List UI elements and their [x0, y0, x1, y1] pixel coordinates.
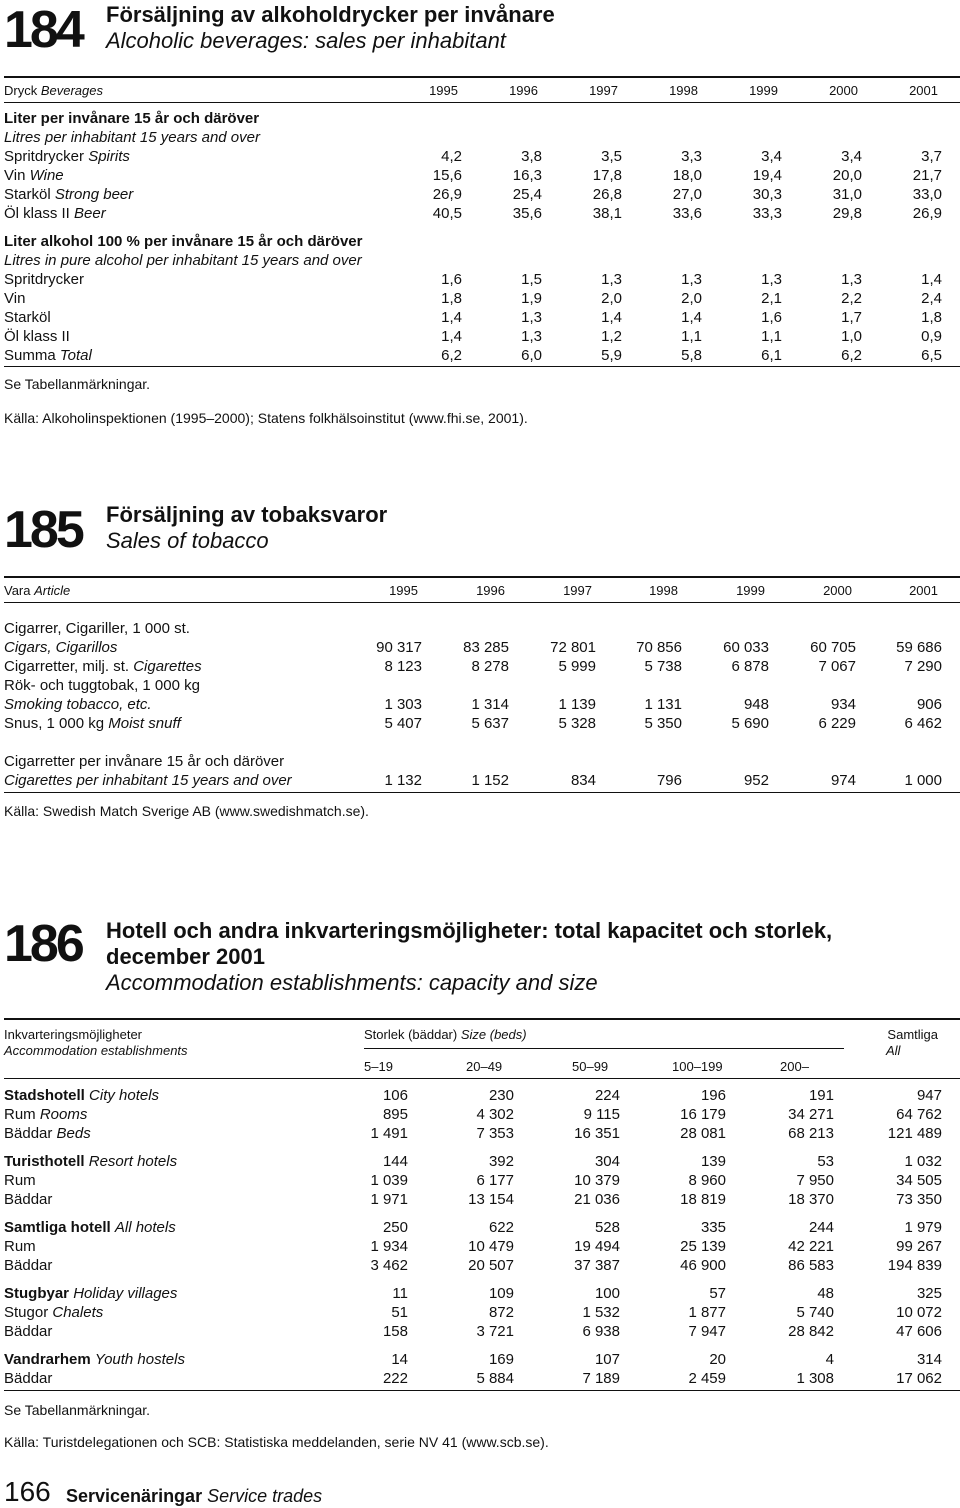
- table-cell: 59 686: [896, 639, 942, 656]
- table-cell: 26,9: [432, 186, 462, 203]
- table-number: 184: [4, 1, 82, 59]
- table-cell: 1,2: [601, 328, 622, 345]
- row-label: Starköl: [4, 309, 51, 326]
- table-cell: 8 960: [688, 1172, 726, 1189]
- table-cell: 6,0: [521, 347, 542, 364]
- table-row: [4, 1303, 960, 1322]
- table-cell: 196: [700, 1087, 726, 1104]
- table-cell: 17 062: [896, 1370, 942, 1387]
- table-row: Smoking tobacco, etc. 1 303 1 314 1 139 1 131 948 934 906: [4, 696, 942, 713]
- year-header: 1996: [476, 583, 505, 598]
- table-cell: 106: [382, 1087, 408, 1104]
- table-cell: 11: [392, 1285, 408, 1302]
- table-cell: 16 351: [574, 1125, 620, 1142]
- table-cell: 1 971: [370, 1191, 408, 1208]
- table-cell: 20,0: [832, 167, 862, 184]
- table-cell: 1 532: [582, 1304, 620, 1321]
- table-cell: 7 290: [904, 658, 942, 675]
- table-cell: 872: [488, 1304, 514, 1321]
- table-cell: 1 314: [471, 696, 509, 713]
- table-row: Cigarretter, milj. st. Cigarettes 8 123 8 278 5 999 5 738 6 878 7 067 7 290: [4, 658, 942, 675]
- section-heading: Liter alkohol 100 % per invånare 15 år och däröver: [4, 233, 363, 250]
- table-cell: 1,4: [441, 328, 462, 345]
- table-cell: 144: [382, 1153, 408, 1170]
- table-cell: 934: [830, 696, 856, 713]
- table-cell: 5 740: [796, 1304, 834, 1321]
- row-label: Rum: [4, 1238, 36, 1255]
- table-cell: 20 507: [468, 1257, 514, 1274]
- row-label: Rum Rooms: [4, 1106, 88, 1123]
- table-cell: 3,4: [841, 148, 862, 165]
- year-header: 2000: [823, 583, 852, 598]
- table-title-en: Accommodation establishments: capacity and size: [106, 970, 598, 995]
- table-cell: 5 350: [644, 715, 682, 732]
- table-cell: 70 856: [636, 639, 682, 656]
- size-rule: [364, 1048, 844, 1049]
- footer-section: Servicenäringar Service trades: [66, 1486, 323, 1506]
- table-cell: 6,2: [441, 347, 462, 364]
- table-cell: 3,4: [761, 148, 782, 165]
- table-cell: 2,0: [601, 290, 622, 307]
- table-cell: 18 370: [788, 1191, 834, 1208]
- row-label: Stugbyar Holiday villages: [4, 1285, 178, 1302]
- row-label: Summa Total: [4, 347, 92, 364]
- table-cell: 9 115: [583, 1106, 620, 1123]
- header-rule: [4, 1078, 960, 1079]
- table-row: [4, 346, 960, 365]
- table-cell: 1 934: [370, 1238, 408, 1255]
- table-row: [4, 308, 960, 327]
- table-row: Snus, 1 000 kg Moist snuff 5 407 5 637 5 328 5 350 5 690 6 229 6 462: [4, 715, 942, 732]
- table-cell: 60 705: [810, 639, 856, 656]
- year-header: 1997: [589, 83, 618, 98]
- table-cell: 20: [709, 1351, 726, 1368]
- table-cell: 28 081: [680, 1125, 726, 1142]
- table-cell: 42 221: [788, 1238, 834, 1255]
- table-cell: 33,0: [912, 186, 942, 203]
- year-header: 1999: [736, 583, 765, 598]
- table-cell: 1,6: [441, 271, 462, 288]
- table-cell: 5 407: [384, 715, 422, 732]
- table-row: [4, 1190, 960, 1209]
- table-cell: 10 379: [574, 1172, 620, 1189]
- table-cell: 7 067: [818, 658, 856, 675]
- table-cell: 947: [916, 1087, 942, 1104]
- table-row: [4, 1322, 960, 1341]
- table-cell: 250: [382, 1219, 408, 1236]
- table-cell: 1,4: [921, 271, 942, 288]
- table-cell: 6 177: [476, 1172, 514, 1189]
- year-header: 1998: [669, 83, 698, 98]
- table-row: [4, 1171, 960, 1190]
- table-cell: 224: [594, 1087, 620, 1104]
- row-label: Vin Wine: [4, 167, 64, 184]
- table-note: Se Tabellanmärkningar.: [4, 376, 151, 392]
- table-row: [4, 1124, 960, 1143]
- table-cell: 139: [700, 1153, 726, 1170]
- row-label: Vin: [4, 290, 26, 307]
- table-cell: 19,4: [752, 167, 782, 184]
- table-cell: 528: [594, 1219, 620, 1236]
- table-cell: 21,7: [912, 167, 942, 184]
- table-cell: 6 878: [731, 658, 769, 675]
- table-row: [4, 1086, 960, 1105]
- table-row: [4, 270, 960, 289]
- table-title-sv: Försäljning av alkoholdrycker per invånare: [106, 2, 555, 27]
- table-cell: 57: [709, 1285, 726, 1302]
- table-cell: 1,3: [601, 271, 622, 288]
- table-row: [4, 185, 960, 204]
- table-cell: 1,6: [761, 309, 782, 326]
- year-header: 2001: [909, 583, 938, 598]
- year-header: 1996: [509, 83, 538, 98]
- table-cell: 4: [825, 1351, 834, 1368]
- table-cell: 1 032: [904, 1153, 942, 1170]
- table-cell: 3,3: [681, 148, 702, 165]
- table-cell: 304: [594, 1153, 620, 1170]
- table-cell: 7 950: [796, 1172, 834, 1189]
- table-cell: 895: [382, 1106, 408, 1123]
- page-number: 166: [4, 1476, 51, 1507]
- table-row: [4, 1369, 960, 1388]
- table-row: [4, 289, 960, 308]
- table-cell: 1,9: [521, 290, 542, 307]
- table-bottom-rule: [4, 792, 960, 793]
- table-cell: 30,3: [752, 186, 782, 203]
- table-cell: 46 900: [680, 1257, 726, 1274]
- table-cell: 335: [700, 1219, 726, 1236]
- table-cell: 3,5: [601, 148, 622, 165]
- table-cell: 1,5: [521, 271, 542, 288]
- row-label: Bäddar: [4, 1257, 53, 1274]
- table-cell: 107: [594, 1351, 620, 1368]
- year-header: 1999: [749, 83, 778, 98]
- year-header: 1995: [389, 583, 418, 598]
- row-label: Vandrarhem Youth hostels: [4, 1351, 185, 1368]
- table-cell: 26,8: [592, 186, 622, 203]
- table-cell: 191: [808, 1087, 834, 1104]
- table-cell: 73 350: [896, 1191, 942, 1208]
- table-cell: 29,8: [832, 205, 862, 222]
- row-label: Stadshotell City hotels: [4, 1087, 160, 1104]
- row-label: Spritdrycker: [4, 271, 85, 288]
- table-source: Källa: Alkoholinspektionen (1995–2000); Statens folkhälsoinstitut (www.fhi.se, 2001).: [4, 410, 528, 426]
- table-cell: 5,8: [681, 347, 702, 364]
- row-label: Bäddar: [4, 1370, 53, 1387]
- table-cell: 1,3: [521, 309, 542, 326]
- table-cell: 1,8: [921, 309, 942, 326]
- header-rule: [4, 102, 960, 103]
- table-row: Cigarettes per inhabitant 15 years and over 1 132 1 152 834 796 952 974 1 000: [4, 772, 942, 789]
- table-title-sv-line2: december 2001: [106, 944, 265, 969]
- year-header: 2000: [829, 83, 858, 98]
- table-cell: 25,4: [512, 186, 542, 203]
- table-cell: 47 606: [896, 1323, 942, 1340]
- table-cell: 1 000: [904, 772, 942, 789]
- table-cell: 1 152: [471, 772, 509, 789]
- table-row: [4, 327, 960, 346]
- table-number: 186: [4, 915, 82, 973]
- table-row: [4, 1237, 960, 1256]
- table-cell: 16,3: [512, 167, 542, 184]
- table-title-en: Alcoholic beverages: sales per inhabitant: [106, 28, 506, 53]
- table-row: [4, 166, 960, 185]
- table-cell: 64 762: [896, 1106, 942, 1123]
- table-cell: 1 139: [558, 696, 596, 713]
- table-cell: 5,9: [601, 347, 622, 364]
- table-cell: 948: [743, 696, 769, 713]
- table-cell: 1 979: [904, 1219, 942, 1236]
- table-cell: 21 036: [574, 1191, 620, 1208]
- table-cell: 834: [570, 772, 596, 789]
- table-cell: 1,3: [841, 271, 862, 288]
- table-cell: 14: [391, 1351, 408, 1368]
- table-cell: 4,2: [441, 148, 462, 165]
- table-cell: 244: [808, 1219, 834, 1236]
- table-cell: 7 947: [688, 1323, 726, 1340]
- table-number: 185: [4, 501, 82, 559]
- row-label: Bäddar: [4, 1323, 53, 1340]
- table-row: [4, 1152, 960, 1171]
- table-cell: 100: [594, 1285, 620, 1302]
- table-cell: 10 072: [896, 1304, 942, 1321]
- row-label: Rök- och tuggtobak, 1 000 kg: [4, 677, 200, 694]
- table-cell: 6 462: [904, 715, 942, 732]
- table-cell: 26,9: [912, 205, 942, 222]
- header-label: Dryck Beverages: [4, 83, 103, 98]
- table-top-rule: [4, 76, 960, 78]
- table-cell: 33,6: [672, 205, 702, 222]
- table-cell: 7 189: [582, 1370, 620, 1387]
- row-label: Rum: [4, 1172, 36, 1189]
- table-cell: 1 132: [384, 772, 422, 789]
- row-label: Bäddar Beds: [4, 1125, 91, 1142]
- table-cell: 37 387: [574, 1257, 620, 1274]
- table-cell: 40,5: [432, 205, 462, 222]
- table-header-en: Accommodation establishments All: [4, 1043, 901, 1058]
- table-cell: 2,2: [841, 290, 862, 307]
- table-cell: 38,1: [592, 205, 622, 222]
- year-header: 2001: [909, 83, 938, 98]
- table-cell: 1 303: [384, 696, 422, 713]
- table-cell: 7 353: [476, 1125, 514, 1142]
- year-header: 1995: [429, 83, 458, 98]
- table-cell: 169: [488, 1351, 514, 1368]
- table-cell: 194 839: [887, 1257, 942, 1274]
- table-cell: 6 229: [818, 715, 856, 732]
- table-cell: 51: [391, 1304, 408, 1321]
- table-cell: 1,4: [681, 309, 702, 326]
- table-cell: 158: [382, 1323, 408, 1340]
- table-row: [4, 1256, 960, 1275]
- table-cell: 109: [488, 1285, 514, 1302]
- table-cell: 2 459: [688, 1370, 726, 1387]
- table-row: [4, 147, 960, 166]
- table-header: [4, 581, 960, 600]
- table-cell: 2,4: [921, 290, 942, 307]
- table-cell: 0,9: [921, 328, 942, 345]
- row-label: Turisthotell Resort hotels: [4, 1153, 178, 1170]
- table-cell: 121 489: [887, 1125, 942, 1142]
- section-heading: Liter per invånare 15 år och däröver: [4, 110, 260, 127]
- table-cell: 1 491: [370, 1125, 408, 1142]
- table-cell: 796: [656, 772, 682, 789]
- table-bottom-rule: [4, 1390, 960, 1391]
- table-cell: 1,3: [681, 271, 702, 288]
- table-cell: 18,0: [672, 167, 702, 184]
- table-cell: 5 637: [471, 715, 509, 732]
- table-header: Inkvarteringsmöjligheter Storlek (bäddar) Size (beds) Samtliga: [4, 1027, 938, 1042]
- row-label: Bäddar: [4, 1191, 53, 1208]
- table-title-en: Sales of tobacco: [106, 528, 269, 553]
- table-cell: 5 738: [644, 658, 682, 675]
- row-label: Stugor Chalets: [4, 1304, 104, 1321]
- table-source: Källa: Turistdelegationen och SCB: Statistiska meddelanden, serie NV 41 (www.scb.se).: [4, 1434, 549, 1450]
- table-cell: 5 884: [476, 1370, 514, 1387]
- table-row: [4, 1105, 960, 1124]
- table-cell: 10 479: [468, 1238, 514, 1255]
- table-row: [4, 1284, 960, 1303]
- table-cell: 2,1: [761, 290, 782, 307]
- table-cell: 1,3: [521, 328, 542, 345]
- table-cell: 1 039: [370, 1172, 408, 1189]
- section-heading-en: Litres in pure alcohol per inhabitant 15 years and over: [4, 252, 362, 269]
- table-cell: 392: [488, 1153, 514, 1170]
- table-cell: 8 278: [471, 658, 509, 675]
- table-cell: 60 033: [723, 639, 769, 656]
- table-cell: 31,0: [832, 186, 862, 203]
- table-cell: 906: [916, 696, 942, 713]
- table-row: [4, 1350, 960, 1369]
- row-label: Starköl Strong beer: [4, 186, 134, 203]
- table-cell: 17,8: [592, 167, 622, 184]
- table-cell: 48: [817, 1285, 834, 1302]
- section-heading-en: Litres per inhabitant 15 years and over: [4, 129, 260, 146]
- table-cell: 222: [382, 1370, 408, 1387]
- table-cell: 6,2: [841, 347, 862, 364]
- table-cell: 1,3: [761, 271, 782, 288]
- table-cell: 2,0: [681, 290, 702, 307]
- table-cell: 34 505: [896, 1172, 942, 1189]
- row-label: Cigarrer, Cigariller, 1 000 st.: [4, 620, 190, 637]
- table-cell: 325: [916, 1285, 942, 1302]
- table-cell: 1,4: [601, 309, 622, 326]
- table-cell: 3 462: [370, 1257, 408, 1274]
- table-cell: 19 494: [574, 1238, 620, 1255]
- table-cell: 68 213: [788, 1125, 834, 1142]
- table-title-sv: Försäljning av tobaksvaror: [106, 502, 388, 527]
- table-cell: 314: [916, 1351, 942, 1368]
- table-cell: 6 938: [582, 1323, 620, 1340]
- table-cell: 86 583: [788, 1257, 834, 1274]
- table-cell: 72 801: [550, 639, 596, 656]
- table-cell: 16 179: [680, 1106, 726, 1123]
- row-label: Öl klass II Beer: [4, 205, 106, 222]
- table-top-rule: [4, 576, 960, 578]
- table-row: [4, 1218, 960, 1237]
- table-cell: 3 721: [476, 1323, 514, 1340]
- table-cell: 1,8: [441, 290, 462, 307]
- table-cell: 1,7: [841, 309, 862, 326]
- header-label: Vara Article: [4, 583, 71, 598]
- year-header: 1998: [649, 583, 678, 598]
- table-cell: 1,4: [441, 309, 462, 326]
- row-label: Cigarretter per invånare 15 år och däröver: [4, 753, 285, 770]
- table-bottom-rule: [4, 366, 960, 367]
- table-cell: 53: [817, 1153, 834, 1170]
- table-cell: 3,8: [521, 148, 542, 165]
- table-cell: 1 877: [688, 1304, 726, 1321]
- row-label: Öl klass II: [4, 328, 70, 345]
- table-cell: 99 267: [896, 1238, 942, 1255]
- table-cell: 974: [830, 772, 856, 789]
- table-cell: 18 819: [680, 1191, 726, 1208]
- table-cell: 1,0: [841, 328, 862, 345]
- table-row: Cigars, Cigarillos 90 317 83 285 72 801 70 856 60 033 60 705 59 686: [4, 639, 942, 656]
- table-cell: 5 999: [558, 658, 596, 675]
- table-cell: 1,1: [761, 328, 782, 345]
- year-header: 1997: [563, 583, 592, 598]
- row-label: Spritdrycker Spirits: [4, 148, 130, 165]
- size-header: 5–19 20–49 50–99 100–199 200–: [364, 1059, 809, 1074]
- table-cell: 35,6: [512, 205, 542, 222]
- table-cell: 3,7: [921, 148, 942, 165]
- table-cell: 1 131: [644, 696, 682, 713]
- table-note: Se Tabellanmärkningar.: [4, 1402, 151, 1418]
- table-source: Källa: Swedish Match Sverige AB (www.swedishmatch.se).: [4, 803, 369, 819]
- table-cell: 6,1: [761, 347, 782, 364]
- table-header: [4, 81, 960, 100]
- table-cell: 90 317: [376, 639, 422, 656]
- table-cell: 1 308: [796, 1370, 834, 1387]
- table-cell: 27,0: [672, 186, 702, 203]
- table-cell: 5 328: [558, 715, 596, 732]
- table-cell: 1,1: [681, 328, 702, 345]
- table-cell: 33,3: [752, 205, 782, 222]
- table-cell: 83 285: [463, 639, 509, 656]
- table-cell: 34 271: [788, 1106, 834, 1123]
- table-title-sv: Hotell och andra inkvarteringsmöjligheter: total kapacitet och storlek,: [106, 918, 833, 943]
- table-cell: 28 842: [788, 1323, 834, 1340]
- table-cell: 230: [488, 1087, 514, 1104]
- header-rule: [4, 602, 960, 603]
- table-cell: 4 302: [476, 1106, 514, 1123]
- table-top-rule: [4, 1018, 960, 1020]
- table-row: [4, 204, 960, 223]
- table-cell: 952: [743, 772, 769, 789]
- table-cell: 13 154: [468, 1191, 514, 1208]
- table-cell: 15,6: [432, 167, 462, 184]
- row-label: Samtliga hotell All hotels: [4, 1219, 176, 1236]
- table-cell: 5 690: [731, 715, 769, 732]
- table-cell: 6,5: [921, 347, 942, 364]
- table-cell: 8 123: [384, 658, 422, 675]
- table-cell: 25 139: [680, 1238, 726, 1255]
- table-cell: 622: [488, 1219, 514, 1236]
